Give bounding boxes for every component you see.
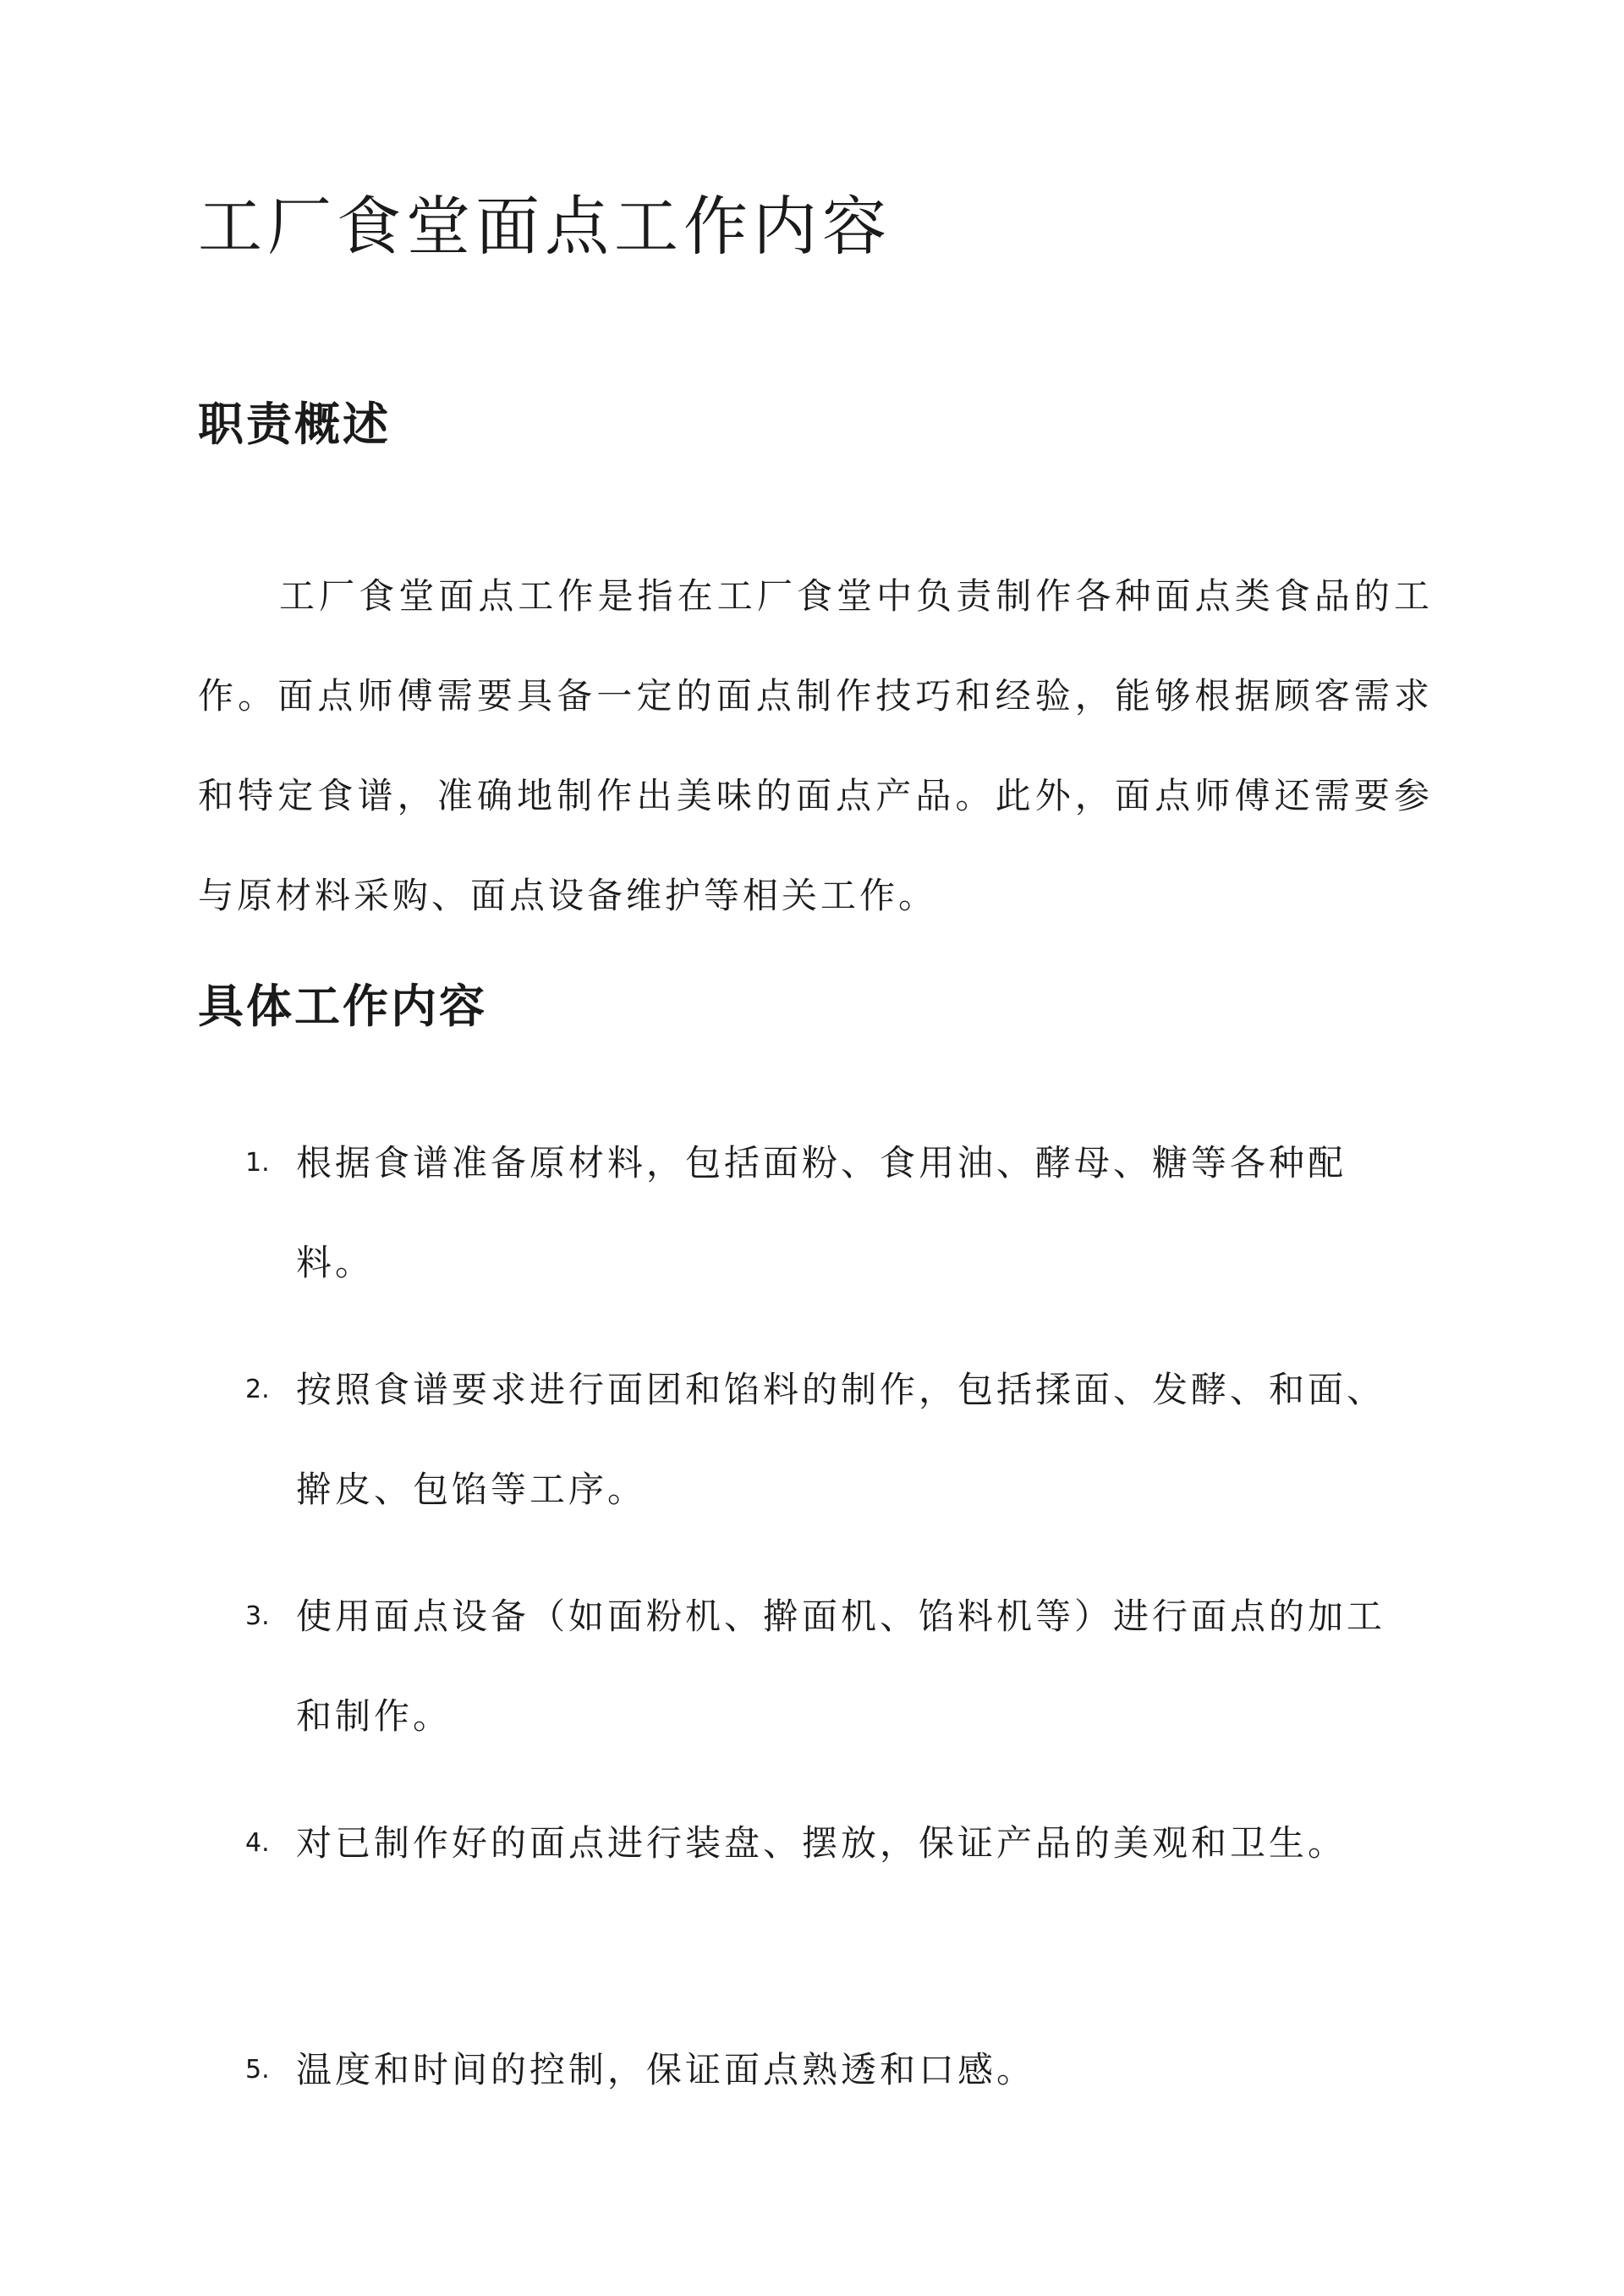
list-item-number: 5.	[245, 2055, 270, 2085]
list-item-text: 按照食谱要求进行面团和馅料的制作，包括揉面、发酵、和面、擀皮、包馅等工序。	[296, 1369, 1386, 1510]
list-item-text: 对已制作好的面点进行装盘、摆放，保证产品的美观和卫生。	[296, 1822, 1347, 1864]
list-item-number: 1.	[245, 1148, 270, 1178]
list-item-text: 温度和时间的控制，保证面点熟透和口感。	[296, 2049, 1036, 2090]
duties-paragraph: 工厂食堂面点工作是指在工厂食堂中负责制作各种面点类食品的工作。面点师傅需要具备一定的面点制作技巧和经验，能够根据顾客需求和特定食谱，准确地制作出美味的面点产品。此外，面点师傅还需要参与原材料采购、面点设备维护等相关工作。	[198, 575, 1433, 916]
list-item-number: 3.	[245, 1601, 270, 1631]
list-item-number: 4.	[245, 1828, 270, 1858]
section-heading-tasks: 具体工作内容	[198, 980, 487, 1033]
list-item-text: 根据食谱准备原材料，包括面粉、食用油、酵母、糖等各种配料。	[296, 1142, 1347, 1283]
list-item-text: 使用面点设备（如面粉机、擀面机、馅料机等）进行面点的加工和制作。	[296, 1596, 1386, 1737]
list-item-number: 2.	[245, 1375, 270, 1404]
page-title: 工厂食堂面点工作内容	[198, 189, 892, 264]
section-heading-duties: 职责概述	[198, 398, 391, 451]
